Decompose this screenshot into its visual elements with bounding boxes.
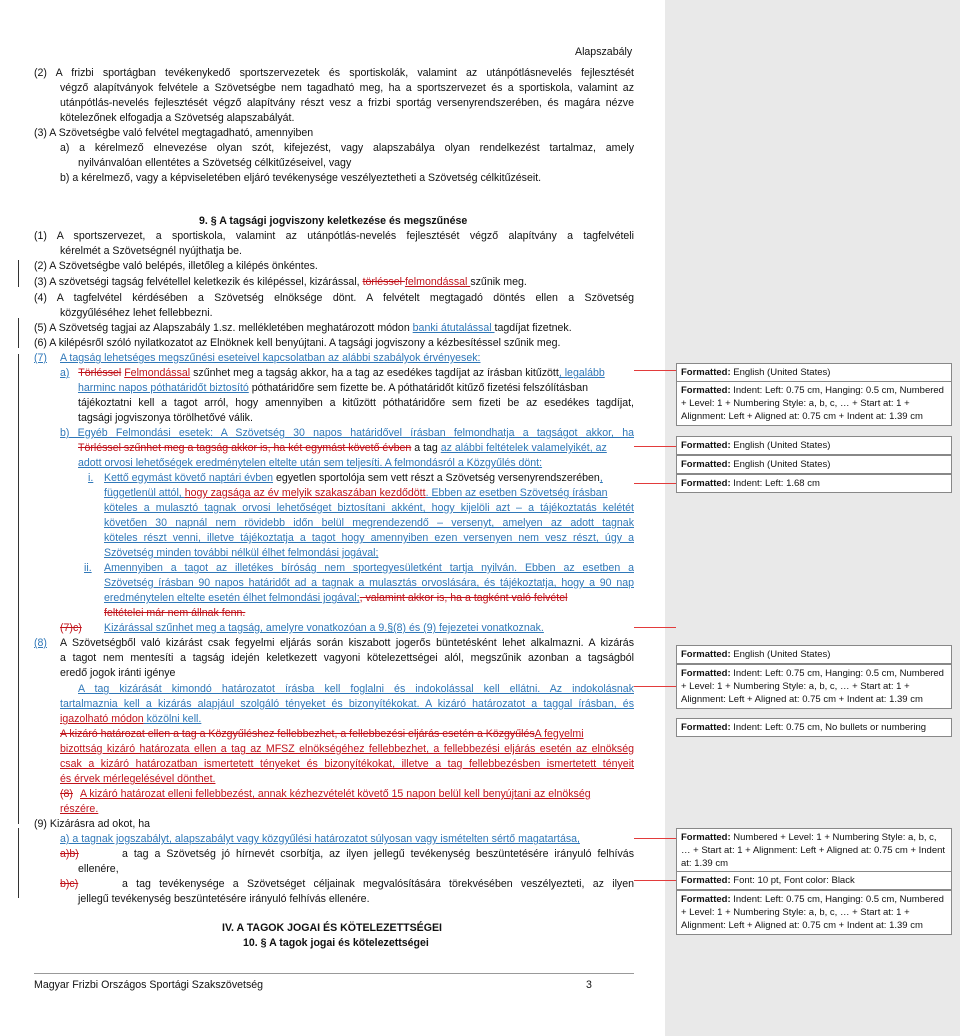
sub-item-line: feltételei már nem állnak fenn. [104, 607, 246, 619]
format-comment[interactable]: Formatted: Indent: Left: 0.75 cm, No bullets or numbering [676, 718, 952, 737]
section-title: 10. § A tagok jogai és kötelezettségei [243, 937, 429, 949]
list-item-line: a tag a Szövetség jó hírnevét csorbítja, az ilyen jellegű tevékenység beszüntetésére irányuló felhívás [122, 848, 634, 860]
running-header: Alapszabály [575, 46, 633, 58]
sub-item-number: ii. [84, 562, 92, 574]
paragraph-line: (3) A szövetségi tagság felvétellel keletkezik és kilépéssel, kizárással, törléssel felmondással szűnik meg. [34, 276, 527, 288]
change-bar [18, 828, 19, 898]
list-item-line: harminc napos póthatáridőt biztosító póthatáridőre sem fizette be. A póthatáridőt kitűző fizetési felszólításban [78, 382, 588, 394]
format-comment[interactable]: Formatted: Indent: Left: 1.68 cm [676, 474, 952, 493]
paragraph-line: bizottság kizáró határozata ellen a tag az MFSZ elnökségéhez fellebbezhet, a fellebbezési eljárás esetén az elnökség [60, 743, 634, 755]
list-item-line: a) a tagnak jogszabályt, alapszabályt vagy közgyűlési határozatot súlyosan vagy ismételten sértő magatartása, [60, 833, 580, 845]
paragraph-line: A tag kizárását kimondó határozatot írásba kell foglalni és indokolással kell ellátni. Az indokolásnak [78, 683, 634, 695]
format-comment[interactable]: Formatted: Font: 10 pt, Font color: Black [676, 871, 952, 890]
comment-connector [634, 686, 676, 687]
footer-text: Magyar Frizbi Országos Sportági Szakszövetség [34, 979, 264, 991]
list-item-line: Törléssel szűnhet meg a tagság akkor is, ha két egymást követő évben a tag az alábbi feltételek valamelyikét, az [78, 442, 607, 454]
paragraph-line: A kizáró határozat elleni fellebbezést, annak kézhezvételét követő 15 napon belül kell benyújtani az elnökség [80, 788, 591, 800]
paragraph-line: nyilvánvalóan ellentétes a Szövetség célkitűzéseivel, vagy [78, 157, 352, 169]
sub-item-line: köteles részt venni, illetve tájékoztatja a tagot hogy amennyiben ezen versenyen nem vesz részt, úgy a [104, 532, 634, 544]
paragraph-line: utánpótlás-nevelés fejlesztését végző alapítvány részt vesz a frizbi sportág versenyrendszerében, és magára nézve [60, 97, 634, 109]
change-bar [18, 354, 19, 824]
paragraph-line: részére. [60, 803, 99, 815]
list-item-line: jellegű tevékenység beszüntetésére irányuló felhívás ellenére. [78, 893, 370, 905]
paragraph-line: közgyűléséhez lehet fellebbezni. [60, 307, 213, 319]
list-item-number: b)c) [60, 878, 79, 890]
format-comment[interactable]: Formatted: Numbered + Level: 1 + Numbering Style: a, b, c, … + Start at: 1 + Alignment: Left + Aligned at: 0.75 cm + Indent at: 1.39 cm [676, 828, 952, 873]
sub-item-line: köteles a mulasztó tagnak orvosi lehetőséget biztosítani akként, hogy kijelöli azt – a tájékoztatás kelétét [104, 502, 634, 514]
paragraph-line: (2) A Szövetségbe való belépés, illetőleg a kilépés önkéntes. [34, 260, 318, 272]
sub-item-line: függetlenül attól, hogy zagsága az év melyik szakaszában kezdődött. Ebben az esetben Szövetség írásban [104, 487, 608, 499]
sub-item-line: eredménytelen eltelte esetén élhet felmondási jogával;, valamint akkor is, ha a tagként való felvétel [104, 592, 568, 604]
paragraph-number: (7) [34, 352, 47, 364]
list-item-line: tagsági jogviszonya törölhetővé válik. [78, 412, 253, 424]
list-item-line: a tag tevékenysége a Szövetséget céljainak megvalósítására törekvésében veszélyezteti, az ilyen [122, 878, 634, 890]
sub-item-number: i. [88, 472, 94, 484]
sub-item-line: Szövetség minden további nélkül élhet felmondási jogával; [104, 547, 379, 559]
paragraph-line: kérelmét a Szövetségnél nyújthatja be. [60, 245, 242, 257]
list-item-line: Kizárással szűnhet meg a tagság, amelyre vonatkozóan a 9.§(8) és (9) fejezetei vonatkoznak. [104, 622, 544, 634]
list-item-number: a)b) [60, 848, 79, 860]
paragraph-line: A kizáró határozat ellen a tag a Közgyűléshez fellebbezhet, a fellebbezési eljárás esetén a KözgyűlésA fegyelmi [60, 728, 584, 740]
page-number: 3 [586, 979, 592, 991]
paragraph-line: (9) Kizárásra ad okot, ha [34, 818, 150, 830]
paragraph-line: A Szövetségből való kizárást csak fegyelmi eljárás során kiszabott jogerős büntetésként lehet alkalmazni. A kizárás [60, 637, 634, 649]
format-comment[interactable]: Formatted: Indent: Left: 0.75 cm, Hanging: 0.5 cm, Numbered + Level: 1 + Numbering Style: a, b, c, … + Start at: 1 + Alignment: Left + Aligned at: 0.75 cm + Indent at: 1.39 cm [676, 664, 952, 709]
paragraph-line: csak a kizáró határozatban ismertetett tényeket és bizonyítékokat, illetve a tag fellebbezésben ismertetett tényeit [60, 758, 634, 770]
paragraph-line: (3) A Szövetségbe való felvétel megtagadható, amennyiben [34, 127, 314, 139]
comment-connector [634, 446, 676, 447]
footer-divider [34, 973, 634, 974]
format-comment[interactable]: Formatted: English (United States) [676, 436, 952, 455]
paragraph-line: a tagot nem mentesíti a tagság idején keletkezett vagyoni kötelezettségei alól, megszűnik azonban a tagságból [60, 652, 634, 664]
list-item-line: ellenére, [78, 863, 119, 875]
comment-connector [634, 370, 676, 371]
comment-connector [634, 483, 676, 484]
format-comment[interactable]: Formatted: English (United States) [676, 363, 952, 382]
format-comment[interactable]: Formatted: Indent: Left: 0.75 cm, Hanging: 0.5 cm, Numbered + Level: 1 + Numbering Style: a, b, c, … + Start at: 1 + Alignment: Left + Aligned at: 0.75 cm + Indent at: 1.39 cm [676, 381, 952, 426]
change-bar [18, 260, 19, 287]
comment-connector [634, 838, 676, 839]
paragraph-line: A tagság lehetséges megszűnési eseteivel kapcsolatban az alábbi szabályok érvényesek: [60, 352, 481, 364]
paragraph-line: eredő jogok iránti igénye [60, 667, 176, 679]
comment-connector [634, 627, 676, 628]
paragraph-line: (1) A sportszervezet, a sportiskola, valamint az utánpótlás-nevelés fejlesztését végző alapítvány a tagfelvételi [34, 230, 634, 242]
paragraph-line: (4) A tagfelvétel kérdésében a Szövetség elnöksége dönt. A felvételt megtagadó döntés ellen a Szövetség [34, 292, 634, 304]
paragraph-line: igazolható módon közölni kell. [60, 713, 202, 725]
paragraph-number: (8) [34, 637, 47, 649]
format-comment[interactable]: Formatted: English (United States) [676, 455, 952, 474]
paragraph-number: (8) [60, 788, 73, 800]
paragraph-line: b) a kérelmező, vagy a képviseletében eljáró tevékenysége veszélyeztetheti a Szövetség célkitűzéseit. [60, 172, 542, 184]
chapter-title: IV. A TAGOK JOGAI ÉS KÖTELEZETTSÉGEI [222, 922, 442, 934]
comment-connector [634, 880, 676, 881]
list-item-line: b) Egyéb Felmondási esetek: A Szövetség 30 napos határidővel írásban felmondhatja a tagságot akkor, ha [60, 427, 634, 439]
paragraph-line: a) a kérelmező elnevezése olyan szót, kifejezést, vagy alapszabálya olyan rendelkezést tartalmaz, amely [60, 142, 634, 154]
paragraph-line: (2) A frizbi sportágban tevékenykedő sportszervezetek és sportiskolák, valamint az utánpótlásnevelés fejlesztését [34, 67, 634, 79]
paragraph-line: és érvek mérlegelésével dönthet. [60, 773, 216, 785]
list-item-line: tájékoztatni kell a tagot arról, hogy amennyiben a kitűzött póthatáridőre sem fizeti be az esedékes tagdíjat, [78, 397, 634, 409]
paragraph-line: (6) A kilépésről szóló nyilatkozatot az Elnöknek kell benyújtani. A tagsági jogviszony a kézbesítéssel szűnik meg. [34, 337, 561, 349]
format-comment[interactable]: Formatted: Indent: Left: 0.75 cm, Hanging: 0.5 cm, Numbered + Level: 1 + Numbering Style: a, b, c, … + Start at: 1 + Alignment: Left + Aligned at: 0.75 cm + Indent at: 1.39 cm [676, 890, 952, 935]
paragraph-line: kötelezőnek elfogadja a Szövetség alapszabályát. [60, 112, 295, 124]
sub-item-line: Amennyiben a tagot az illetékes bíróság nem sportegyesületként tartja nyilván. Ebben az esetben a [104, 562, 634, 574]
paragraph-line: (5) A Szövetség tagjai az Alapszabály 1.sz. mellékletében meghatározott módon banki átutalással tagdíjat fizetnek. [34, 322, 572, 334]
paragraph-line: végző alapítványok felvétele a Szövetségbe nem tagadható meg, ha a sportszervezet és a sportiskola, valamint az [60, 82, 634, 94]
sub-item-line: Szövetség írásban 90 napos határidőt ad a tagnak a mulasztás orvoslására, és tájékoztatja, hogy a 90 nap [104, 577, 634, 589]
list-item-line: adott orvosi lehetőségek eredménytelen eltelte után sem teljesíti. A felmondásról a Közgyűlés dönt: [78, 457, 543, 469]
list-item-line: a) Törléssel Felmondással szűnhet meg a tagság akkor, ha a tag az esedékes tagdíjat az írásban kitűzött, legalább [60, 367, 605, 379]
format-comment[interactable]: Formatted: English (United States) [676, 645, 952, 664]
list-item-number: (7)c) [60, 622, 82, 634]
section-title: 9. § A tagsági jogviszony keletkezése és megszűnése [199, 215, 468, 227]
change-bar [18, 318, 19, 348]
paragraph-line: tartalmaznia kell a kizárás alapjául szolgáló tényeket és bizonyítékokat. A kizáró határozatot a taggal írásban, és [60, 698, 634, 710]
sub-item-line: követően 30 napnál nem rövidebb időn belül megrendezendő – versenyt, amelyen az adott tagnak [104, 517, 634, 529]
sub-item-line: Kettő egymást követő naptári évben egyetlen sportolója sem vett részt a Szövetség versenyrendszerében, [104, 472, 603, 484]
